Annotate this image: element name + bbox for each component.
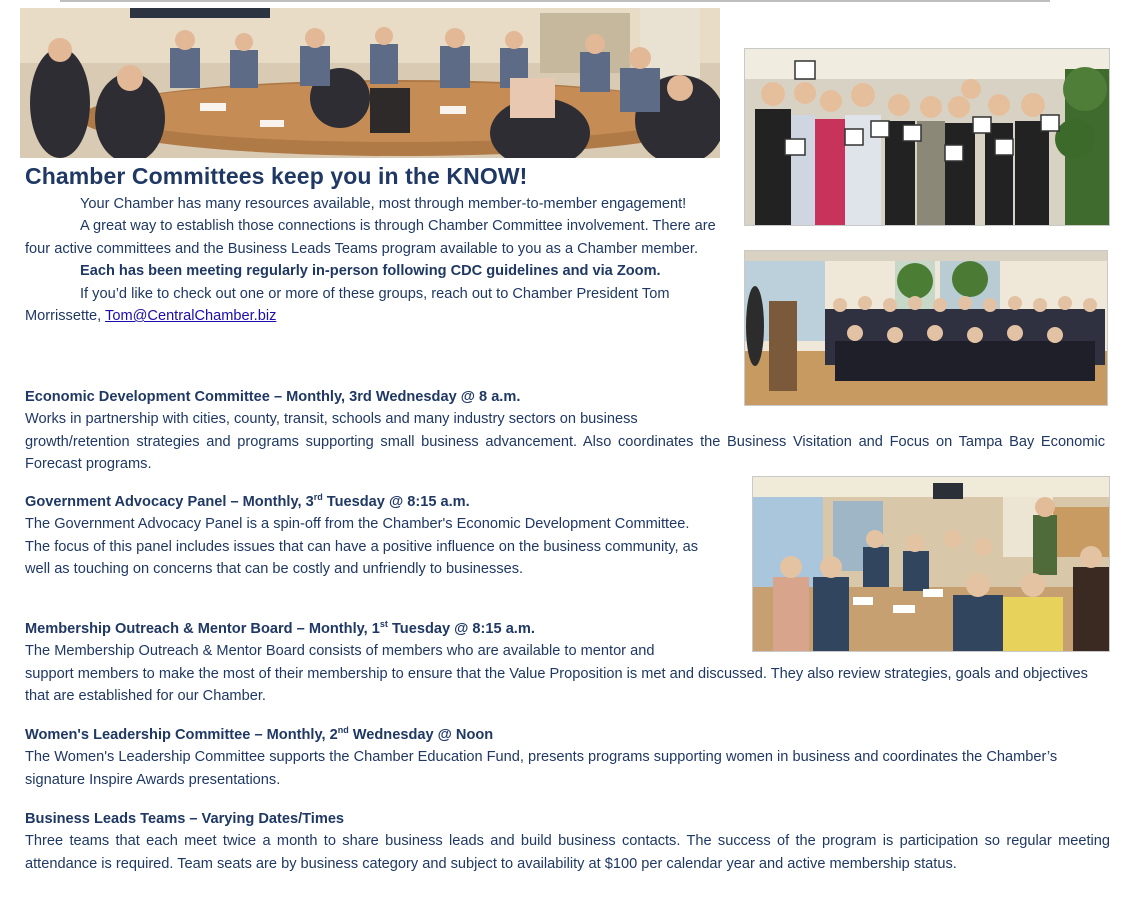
heading-ordinal: st — [379, 619, 388, 630]
award-recipients-photo — [744, 48, 1110, 226]
section-body-line-1: The Membership Outreach & Mentor Board consists of members who are available to mentor and — [25, 643, 655, 660]
intro-paragraph-4 — [25, 283, 737, 328]
section-body: growth/retention strategies and programs supporting small business advancement. Also coordinates the Business Visitation and Focus on Tampa Bay Economic Forecast programs. — [25, 433, 1105, 473]
seated-audience-photo — [744, 250, 1108, 406]
heading-text: Women's Leadership Committee – Monthly, 2 — [25, 727, 338, 743]
heading-ordinal: rd — [313, 492, 323, 503]
page-title: Chamber Committees keep you in the KNOW! — [25, 163, 528, 189]
section-body: The Government Advocacy Panel is a spin-off from the Chamber's Economic Development Committee. The focus of this panel includes issues that can have a positive influence on the business community, as well as touching on concerns that can be costly and unfriendly to businesses. — [25, 516, 699, 578]
section-economic-development — [25, 386, 1105, 476]
committee-meeting-photo — [20, 8, 720, 158]
heading-text-end: Tuesday @ 8:15 a.m. — [387, 621, 535, 637]
section-womens-leadership — [25, 724, 1117, 791]
heading-ordinal: nd — [337, 725, 349, 736]
heading-text-end: Wednesday @ Noon — [348, 727, 494, 743]
top-rule — [60, 0, 1050, 2]
section-heading — [25, 491, 705, 513]
intro-contact-text: If you’d like to check out one or more of these groups, reach out to Chamber President Tom Morrissette, — [25, 285, 670, 325]
heading-text: Membership Outreach & Mentor Board – Monthly, 1 — [25, 621, 380, 637]
section-heading — [25, 724, 1117, 746]
section-body: Three teams that each meet twice a month to share business leads and build business contacts. The success of the program is participation so regular meeting attendance is required. Team seats are by business category and subject to availability at $100 per calendar year and active membership status. — [25, 833, 1110, 872]
contact-email-link[interactable]: Tom@CentralChamber.biz — [105, 308, 277, 325]
section-heading: Economic Development Committee – Monthly, 3rd Wednesday @ 8 a.m. — [25, 389, 521, 405]
section-membership-outreach — [25, 618, 1105, 708]
section-heading: Business Leads Teams – Varying Dates/Times — [25, 811, 345, 827]
intro-paragraph-1: Your Chamber has many resources available, most through member-to-member engagement! — [80, 196, 687, 212]
section-business-leads — [25, 808, 1110, 875]
section-body: support members to make the most of their membership to ensure that the Value Proposition is met and discussed. They also review strategies, goals and objectives that are established for our Chamber. — [25, 665, 1088, 705]
section-government-advocacy — [25, 491, 705, 581]
section-heading — [25, 618, 1105, 640]
section-body: The Women's Leadership Committee supports the Chamber Education Fund, presents programs supporting women in business and coordinates the Chamber’s signature Inspire Awards presentations. — [25, 749, 1058, 788]
heading-text: Government Advocacy Panel – Monthly, 3 — [25, 494, 314, 510]
section-body-line-1: Works in partnership with cities, county, transit, schools and many industry sectors on business — [25, 411, 638, 428]
intro-paragraph-3: Each has been meeting regularly in-person following CDC guidelines and via Zoom. — [80, 263, 661, 280]
heading-text-end: Tuesday @ 8:15 a.m. — [322, 494, 470, 510]
intro-block — [25, 193, 737, 327]
intro-paragraph-2: A great way to establish those connections is through Chamber Committee involvement. There are four active committees and the Business Leads Teams program available to you as a Chamber member. — [25, 218, 716, 257]
